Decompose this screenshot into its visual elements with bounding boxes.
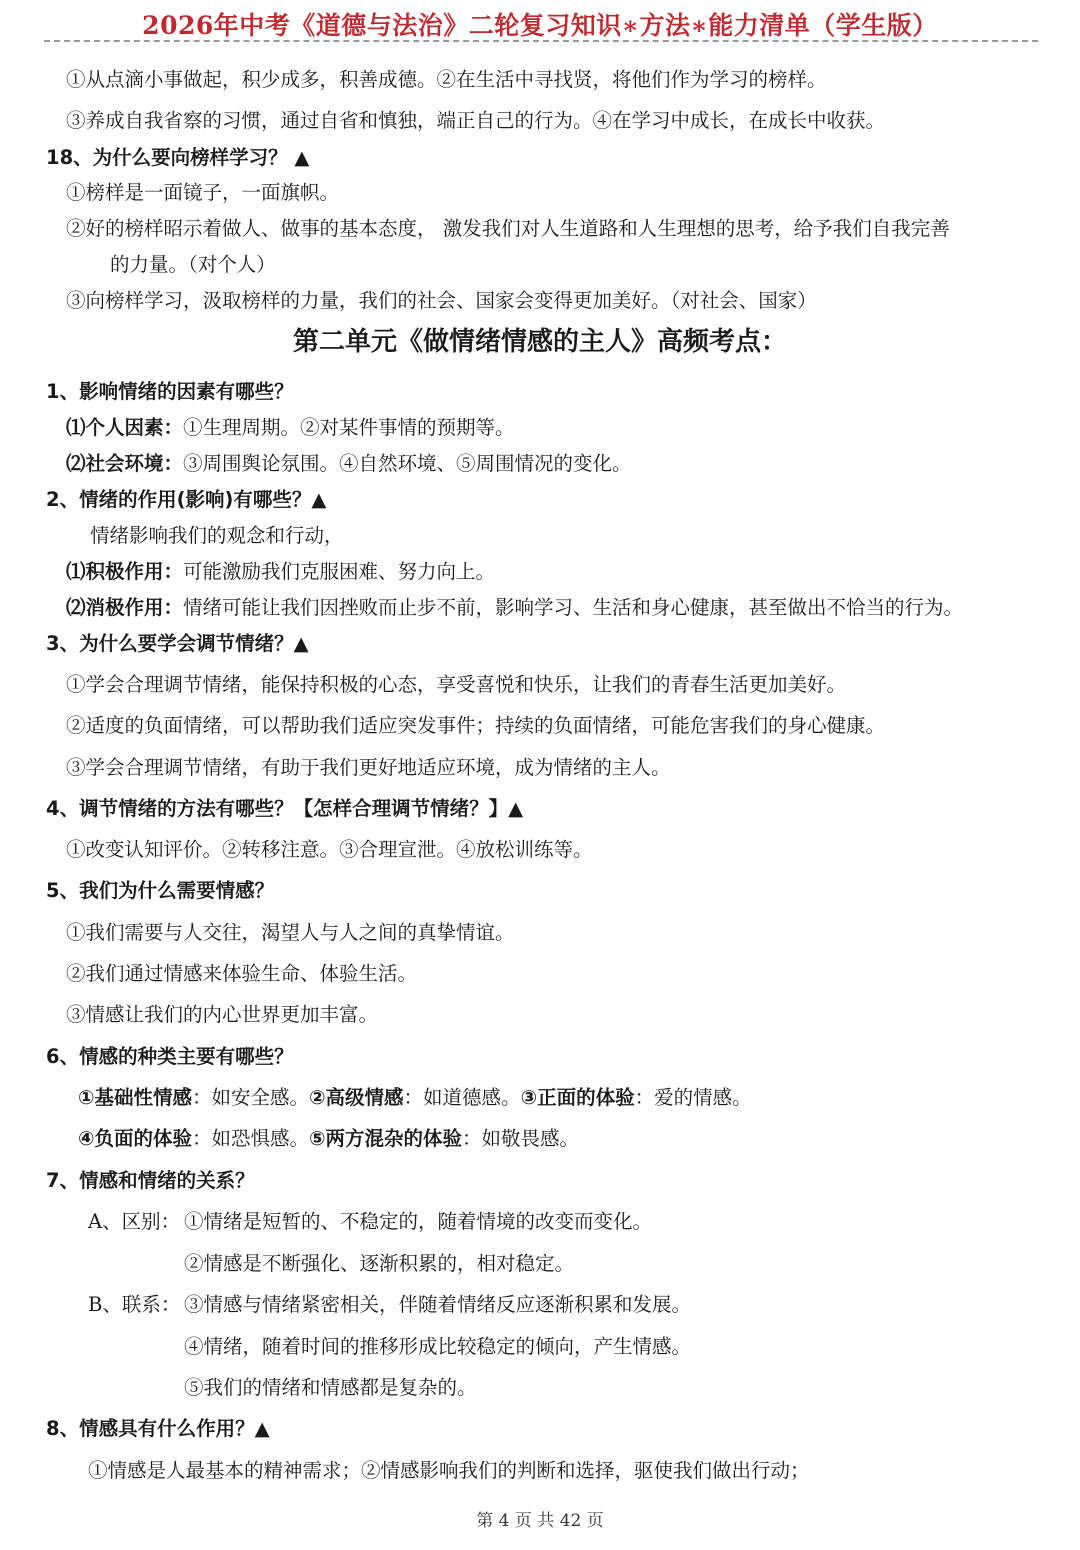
text-line: ①学会合理调节情绪，能保持积极的心态，享受喜悦和快乐，让我们的青春生活更加美好。 <box>66 673 847 696</box>
header-divider <box>44 40 1038 42</box>
category-text: ：如安全感。 <box>192 1086 310 1109</box>
question-18-title: 18、为什么要向榜样学习？ ▲ <box>46 146 310 169</box>
factor-text: ①生理周期。②对某件事情的预期等。 <box>183 416 515 439</box>
text-line: 的力量。（对个人） <box>110 253 276 276</box>
text-line: ①我们需要与人交往，渴望人与人之间的真挚情谊。 <box>66 921 515 944</box>
question-6-title: 6、情感的种类主要有哪些？ <box>46 1045 294 1068</box>
text-line <box>78 1085 752 1111</box>
effect-label: ⑴积极作用： <box>66 560 184 583</box>
text-line: ②好的榜样昭示着做人、做事的基本态度， 激发我们对人生道路和人生理想的思考，给予我们自我完善 <box>66 217 950 240</box>
category-label: ③正面的体验 <box>520 1086 635 1109</box>
factor-label: ⑴个人因素： <box>66 416 184 439</box>
text-line: ①改变认知评价。②转移注意。③合理宣泄。④放松训练等。 <box>66 838 593 861</box>
question-3-title: 3、为什么要学会调节情绪？▲ <box>46 632 309 655</box>
text-line: ③学会合理调节情绪，有助于我们更好地适应环境，成为情绪的主人。 <box>66 756 671 779</box>
document-header-title: 2026年中考《道德与法治》二轮复习知识∗方法∗能力清单（学生版） <box>142 11 938 40</box>
category-label: ⑤两方混杂的体验 <box>309 1127 463 1150</box>
effect-label: ⑵消极作用： <box>66 596 184 619</box>
relation-label: A、区别： <box>88 1210 181 1233</box>
question-5-title: 5、我们为什么需要情感？ <box>46 879 275 902</box>
text-line: ③向榜样学习，汲取榜样的力量，我们的社会、国家会变得更加美好。（对社会、国家） <box>66 289 817 312</box>
category-text: ：爱的情感。 <box>634 1086 752 1109</box>
text-line: ④情绪，随着时间的推移形成比较稳定的倾向，产生情感。 <box>184 1335 692 1358</box>
category-text: ：如恐惧感。 <box>192 1127 310 1150</box>
factor-label: ⑵社会环境： <box>66 452 184 475</box>
text-line: ⑤我们的情绪和情感都是复杂的。 <box>184 1376 477 1399</box>
text-line <box>66 559 495 585</box>
text-line <box>78 1126 579 1152</box>
question-1-title: 1、影响情绪的因素有哪些？ <box>46 380 294 403</box>
unit-title: 第二单元《做情绪情感的主人》高频考点： <box>292 327 787 357</box>
text-line <box>66 415 515 441</box>
category-label: ①基础性情感 <box>78 1086 193 1109</box>
relation-label: B、联系： <box>88 1293 181 1316</box>
category-text: ：如敬畏感。 <box>462 1127 580 1150</box>
text-line: ②情感是不断强化、逐渐积累的，相对稳定。 <box>184 1252 575 1275</box>
text-line: ①情绪是短暂的、不稳定的，随着情境的改变而变化。 <box>184 1210 653 1233</box>
text-line: ①从点滴小事做起，积少成多，积善成德。②在生活中寻找贤，将他们作为学习的榜样。 <box>66 68 827 91</box>
category-label: ②高级情感 <box>309 1086 404 1109</box>
text-line <box>66 595 963 621</box>
question-2-title: 2、情绪的作用(影响)有哪些？▲ <box>46 488 327 511</box>
question-4-title: 4、调节情绪的方法有哪些？【怎样合理调节情绪？】▲ <box>46 797 524 820</box>
text-line: ③情感让我们的内心世界更加丰富。 <box>66 1003 379 1026</box>
category-label: ④负面的体验 <box>78 1127 193 1150</box>
question-8-title: 8、情感具有什么作用？▲ <box>46 1417 270 1440</box>
effect-text: 情绪可能让我们因挫败而止步不前，影响学习、生活和身心健康，甚至做出不恰当的行为。 <box>183 596 964 619</box>
effect-text: 可能激励我们克服困难、努力向上。 <box>183 560 496 583</box>
text-line: ①榜样是一面镜子，一面旗帜。 <box>66 181 340 204</box>
factor-text: ③周围舆论氛围。④自然环境、⑤周围情况的变化。 <box>183 452 632 475</box>
text-line: ③养成自我省察的习惯，通过自省和慎独，端正自己的行为。④在学习中成长，在成长中收获。 <box>66 109 886 132</box>
text-line <box>66 451 632 477</box>
text-line: 情绪影响我们的观念和行动， <box>90 524 344 547</box>
category-text: ：如道德感。 <box>403 1086 521 1109</box>
text-line: ③情感与情绪紧密相关，伴随着情绪反应逐渐积累和发展。 <box>184 1293 692 1316</box>
question-7-title: 7、情感和情绪的关系？ <box>46 1169 255 1192</box>
text-line: ②适度的负面情绪，可以帮助我们适应突发事件；持续的负面情绪，可能危害我们的身心健康。 <box>66 714 886 737</box>
text-line: ①情感是人最基本的精神需求；②情感影响我们的判断和选择，驱使我们做出行动； <box>88 1459 810 1482</box>
page-number: 第 4 页 共 42 页 <box>476 1511 604 1531</box>
text-line: ②我们通过情感来体验生命、体验生活。 <box>66 962 418 985</box>
